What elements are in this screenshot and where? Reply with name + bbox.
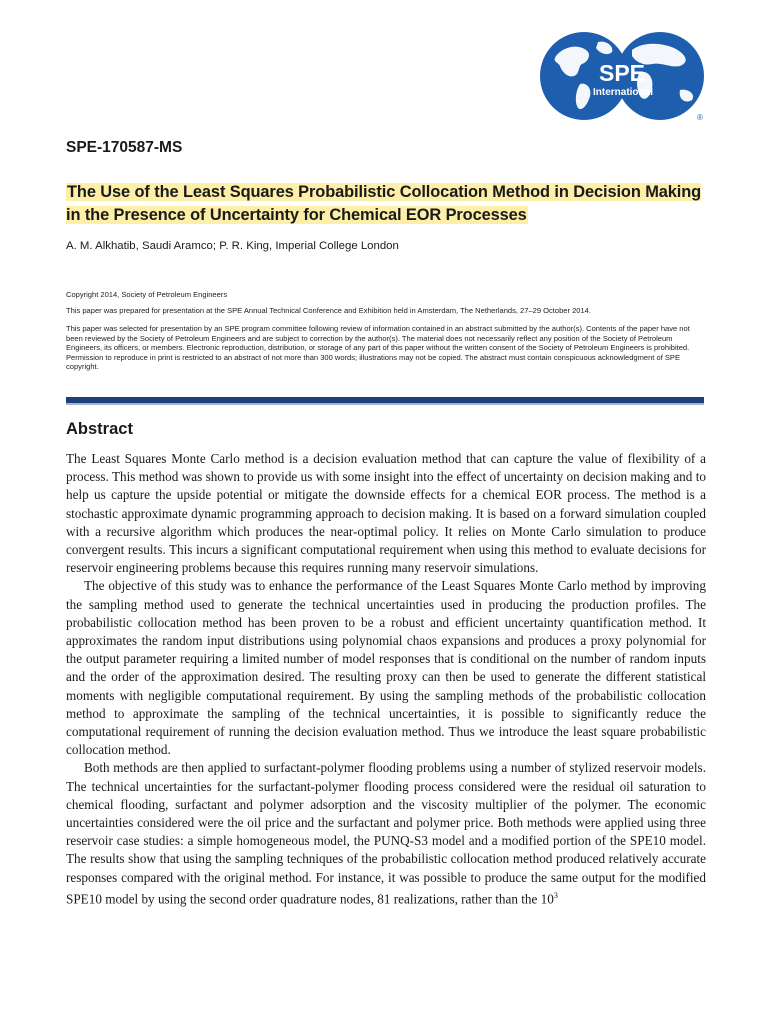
paper-title-text: The Use of the Least Squares Probabilistic Collocation Method in Decision Making in the Presence of Uncertainty for Chemical EOR Processes bbox=[66, 183, 702, 224]
abstract-heading: Abstract bbox=[66, 420, 133, 438]
conference-notice: This paper was prepared for presentation at the SPE Annual Technical Conference and Exhibition held in Amsterdam, The Netherlands, 27–29 October 2014. bbox=[66, 306, 591, 315]
abstract-paragraph bbox=[66, 759, 706, 908]
copyright-notice: Copyright 2014, Society of Petroleum Engineers bbox=[66, 290, 228, 299]
authors: A. M. Alkhatib, Saudi Aramco; P. R. King, Imperial College London bbox=[66, 240, 399, 252]
spe-logo-text: SPE bbox=[598, 60, 646, 86]
registered-mark: ® bbox=[697, 113, 703, 122]
abstract-body bbox=[66, 450, 706, 908]
abstract-paragraph: The objective of this study was to enhance the performance of the Least Squares Monte Carlo method by improving the sampling method used to generate the technical uncertainties used in producing the production profiles. The probabilistic collocation method has been proven to be a robust and efficient uncertainty quantification method. It approximates the random input distributions using polynomial chaos expansions and produces a proxy polynomial for the output parameter requiring a limited number of model responses that is conditional on the number of random inputs and the order of the approximation desired. The resulting proxy can then be used to generate the different statistical moments with negligible computational requirement. By using the sampling methods of the probabilistic collocation method to approximate the sampling of the technical uncertainties, it is possible to significantly reduce the computational requirement of running the decision evaluation method. Thus we introduce the least square probabilistic collocation method. bbox=[66, 578, 706, 758]
review-notice: This paper was selected for presentation by an SPE program committee following review of information contained in an abstract submitted by the author(s). Contents of the paper have not been reviewed by the Society of Petroleum Engineers and are subject to correction by the author(s). The material does not necessarily reflect any position of the Society of Petroleum Engineers, its officers, or members. Electronic reproduction, distribution, or storage of any part of this paper without the written consent of the Society of Petroleum Engineers is prohibited. Permission to reproduce in print is restricted to an abstract of not more than 300 words; illustrations may not be copied. The abstract must contain conspicuous acknowledgment of SPE copyright. bbox=[66, 324, 690, 371]
spe-logo-subtitle: International bbox=[592, 87, 654, 98]
superscript-exponent: 3 bbox=[553, 890, 558, 900]
paper-title bbox=[66, 181, 716, 227]
paper-id: SPE-170587-MS bbox=[66, 139, 183, 156]
spe-logo bbox=[540, 32, 706, 122]
abstract-paragraph-text: Both methods are then applied to surfactant-polymer flooding problems using a number of stylized reservoir models. The technical uncertainties for the surfactant-polymer flooding process considered were the residual oil saturation to chemical flooding, surfactant and polymer adsorption and the viscosity multiplier of the polymer. The economic uncertainties considered were the oil price and the surfactant and polymer price. Both methods were applied using three reservoir case studies: a simple homogeneous model, the PUNQ-S3 model and a modified portion of the SPE10 model. The results show that using the sampling techniques of the probabilistic collocation method produced relatively accurate responses compared with the original method. For instance, it was possible to produce the same output for the modified SPE10 model by using the second order quadrature nodes, 81 realizations, rather than the 10 bbox=[66, 760, 706, 907]
abstract-paragraph: The Least Squares Monte Carlo method is a decision evaluation method that can capture the value of flexibility of a process. This method was shown to provide us with some insight into the effect of uncertainty on decision making and to help us capture the upside potential or mitigate the downside effects for a chemical EOR process. The method is a stochastic approximate dynamic programming approach to decision making. It is based on a forward simulation coupled with a recursive algorithm which produces the near-optimal policy. It relies on Monte Carlo simulation to produce convergent results. This incurs a significant computational requirement when using this method to evaluate decisions for reservoir engineering problems because this requires running many reservoir simulations. bbox=[66, 451, 706, 576]
header-rule-shadow bbox=[66, 403, 704, 405]
